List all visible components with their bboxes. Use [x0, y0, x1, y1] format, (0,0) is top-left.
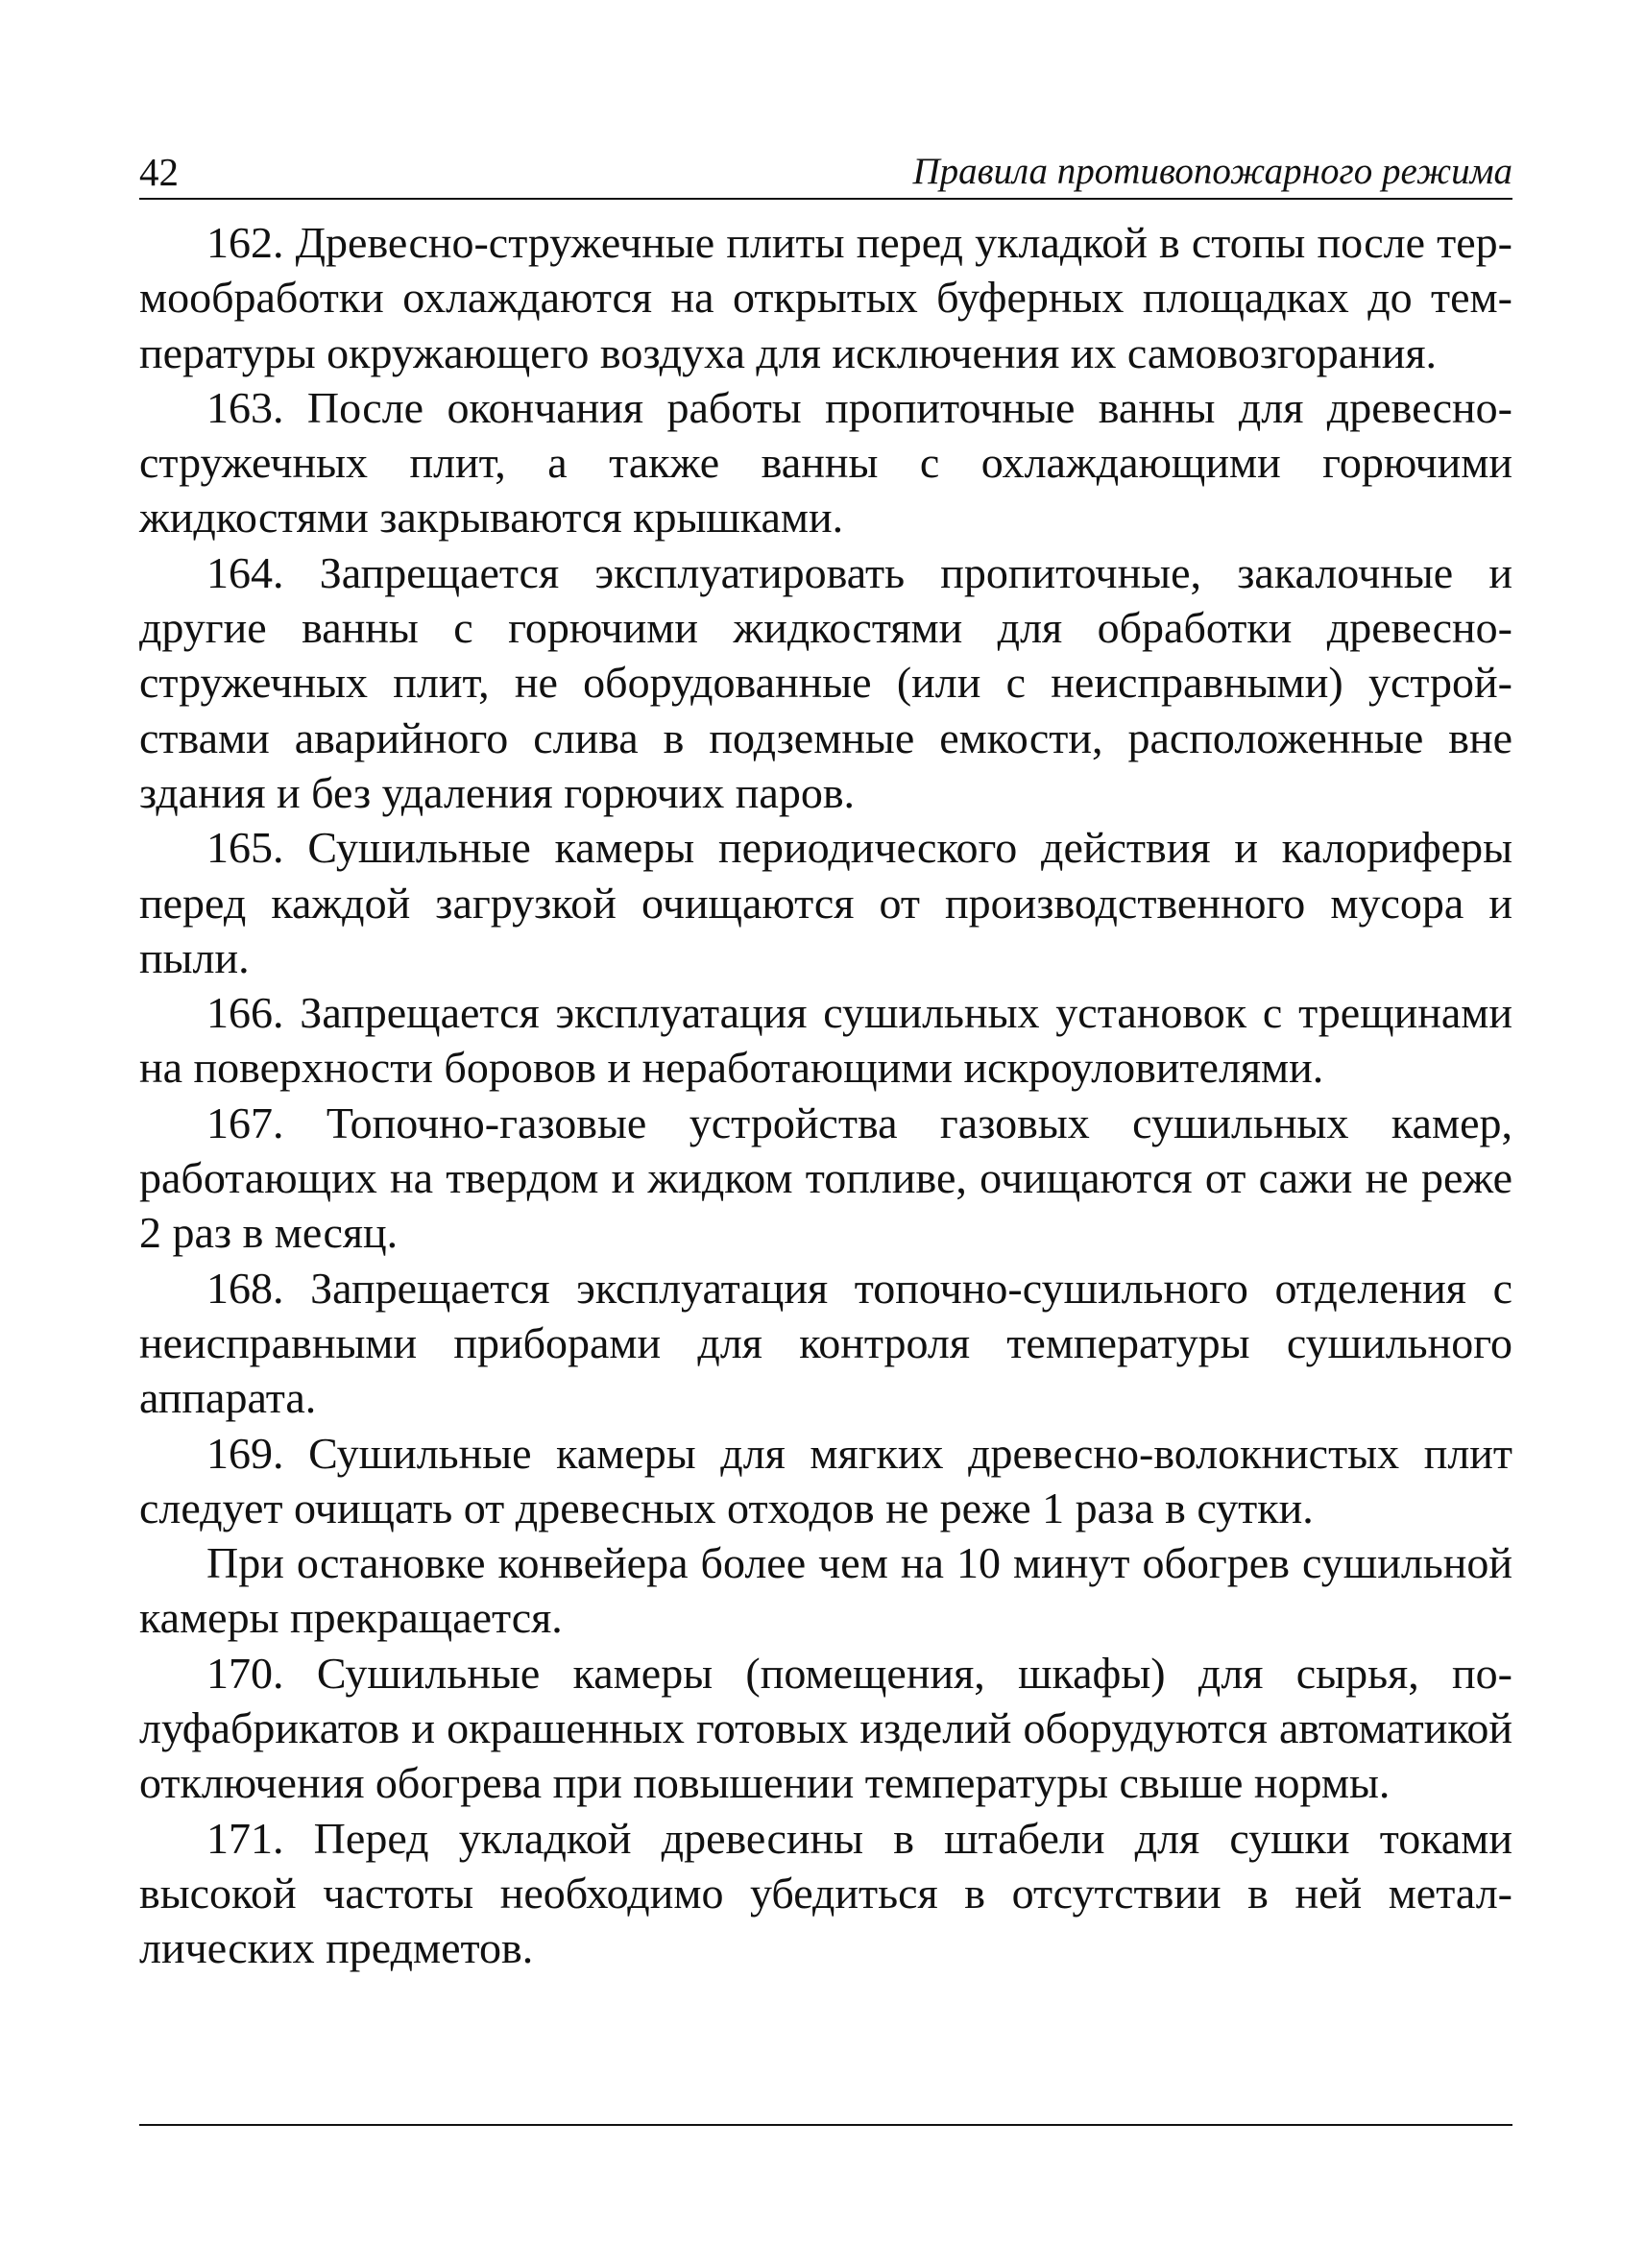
page-number: 42 — [139, 150, 179, 194]
paragraph-162: 162. Древесно-стружечные плиты перед укладкой в стопы после термообработки охлаждаются на открытых буферных площадках до температуры окружающего воздуха для исключения их самовозгорания. — [139, 218, 1512, 377]
running-title: Правила противопожарного режима — [912, 151, 1512, 192]
page-header — [139, 144, 1512, 200]
paragraph-168: 168. Запрещается эксплуатация топочно-сушильного отделения с неисправными приборами для контроля температуры сушильного аппарата. — [139, 1263, 1512, 1423]
paragraph-166: 166. Запрещается эксплуатация сушильных установок с трещинами на поверхности боровов и неработающими искроуловителями. — [139, 988, 1512, 1093]
paragraph-170: 170. Сушильные камеры (помещения, шкафы) для сырья, полуфабрикатов и окрашенных готовых изделий оборудуются автоматикой отключения обогрева при повышении температуры свыше нормы. — [139, 1648, 1512, 1808]
bottom-rule — [139, 2124, 1512, 2126]
paragraph-169: 169. Сушильные камеры для мягких древесно-волокнистых плит следует очищать от древесных отходов не реже 1 раза в сутки. — [139, 1428, 1512, 1532]
paragraph-164: 164. Запрещается эксплуатировать пропиточные, закалочные и другие ванны с горючими жидкостями для обработки древесностружечных плит, не оборудованные (или с неисправными) устройствами аварийного слива в подземные емкости, расположенные вне здания и без удаления горючих паров. — [139, 547, 1512, 817]
paragraph-167: 167. Топочно-газовые устройства газовых сушильных камер, работающих на твердом и жидком топливе, очищаются от сажи не реже 2 раз в месяц. — [139, 1098, 1512, 1258]
paragraph-165: 165. Сушильные камеры периодического действия и калориферы перед каждой загрузкой очищаются от производственного мусора и пыли. — [139, 823, 1512, 982]
paragraph-171: 171. Перед укладкой древесины в штабели для сушки токами высокой частоты необходимо убедиться в отсутствии в ней металлических предметов. — [139, 1813, 1512, 1973]
paragraph-163: 163. После окончания работы пропиточные ванны для древесно-стружечных плит, а также ванны с охлаждающими горючими жидкостями закрываются крышками. — [139, 382, 1512, 543]
page-body — [139, 215, 1512, 1976]
paragraph-169-continuation: При остановке конвейера более чем на 10 минут обогрев сушильной камеры прекращается. — [139, 1538, 1512, 1643]
